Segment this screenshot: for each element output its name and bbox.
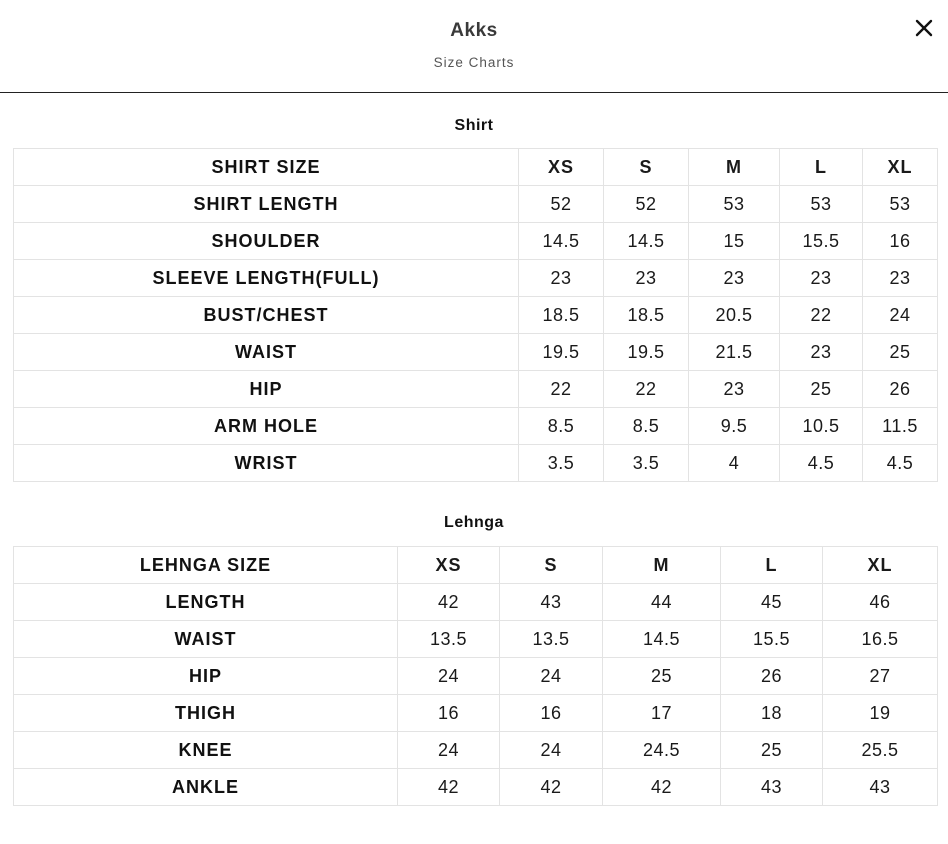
measurement-value: 17	[603, 695, 721, 732]
measurement-value: 24	[863, 297, 938, 334]
table-row	[14, 334, 938, 371]
measurement-value: 14.5	[603, 621, 721, 658]
measurement-value: 16.5	[823, 621, 938, 658]
measurement-value: 10.5	[780, 408, 863, 445]
measurement-value: 4.5	[780, 445, 863, 482]
table-row	[14, 260, 938, 297]
measurement-value: 23	[689, 260, 780, 297]
lehnga-size-table	[13, 546, 938, 806]
measurement-label: SHIRT LENGTH	[14, 186, 519, 223]
measurement-label: ARM HOLE	[14, 408, 519, 445]
measurement-value: 14.5	[519, 223, 604, 260]
measurement-value: 43	[500, 584, 603, 621]
measurement-label: WRIST	[14, 445, 519, 482]
measurement-value: 25	[863, 334, 938, 371]
size-header-label: LEHNGA SIZE	[14, 547, 398, 584]
modal-header	[0, 0, 948, 93]
measurement-value: 4.5	[863, 445, 938, 482]
measurement-value: 16	[863, 223, 938, 260]
measurement-value: 19.5	[604, 334, 689, 371]
measurement-value: 23	[780, 334, 863, 371]
brand-title: Akks	[450, 20, 498, 41]
measurement-value: 43	[823, 769, 938, 806]
size-header-label: SHIRT SIZE	[14, 149, 519, 186]
measurement-value: 26	[721, 658, 823, 695]
measurement-value: 42	[500, 769, 603, 806]
measurement-value: 3.5	[519, 445, 604, 482]
measurement-value: 42	[398, 769, 500, 806]
table-row	[14, 732, 938, 769]
measurement-value: 45	[721, 584, 823, 621]
measurement-value: 25	[780, 371, 863, 408]
measurement-label: KNEE	[14, 732, 398, 769]
measurement-value: 25	[721, 732, 823, 769]
measurement-value: 22	[780, 297, 863, 334]
measurement-value: 24	[398, 658, 500, 695]
table-row	[14, 658, 938, 695]
measurement-value: 13.5	[500, 621, 603, 658]
close-icon	[915, 19, 933, 37]
measurement-value: 16	[398, 695, 500, 732]
measurement-label: LENGTH	[14, 584, 398, 621]
size-column-header: S	[604, 149, 689, 186]
measurement-label: WAIST	[14, 334, 519, 371]
size-column-header: XL	[863, 149, 938, 186]
measurement-value: 4	[689, 445, 780, 482]
lehnga-header-row	[14, 547, 938, 584]
measurement-value: 44	[603, 584, 721, 621]
measurement-value: 23	[519, 260, 604, 297]
measurement-value: 43	[721, 769, 823, 806]
measurement-value: 46	[823, 584, 938, 621]
measurement-value: 53	[689, 186, 780, 223]
table-row	[14, 584, 938, 621]
measurement-value: 23	[604, 260, 689, 297]
measurement-value: 53	[780, 186, 863, 223]
measurement-value: 11.5	[863, 408, 938, 445]
measurement-label: SHOULDER	[14, 223, 519, 260]
measurement-value: 24	[500, 658, 603, 695]
modal-subtitle: Size Charts	[433, 55, 515, 70]
measurement-label: BUST/CHEST	[14, 297, 519, 334]
measurement-value: 24	[398, 732, 500, 769]
shirt-size-table	[13, 148, 938, 482]
size-column-header: XL	[823, 547, 938, 584]
measurement-value: 23	[780, 260, 863, 297]
measurement-value: 25.5	[823, 732, 938, 769]
measurement-value: 9.5	[689, 408, 780, 445]
table-row	[14, 297, 938, 334]
lehnga-section-title: Lehnga	[444, 514, 504, 531]
measurement-label: SLEEVE LENGTH(FULL)	[14, 260, 519, 297]
close-button[interactable]	[910, 14, 938, 42]
table-row	[14, 769, 938, 806]
size-column-header: L	[780, 149, 863, 186]
measurement-value: 15.5	[721, 621, 823, 658]
measurement-value: 13.5	[398, 621, 500, 658]
measurement-value: 18	[721, 695, 823, 732]
measurement-value: 16	[500, 695, 603, 732]
measurement-value: 22	[604, 371, 689, 408]
measurement-value: 24	[500, 732, 603, 769]
measurement-value: 20.5	[689, 297, 780, 334]
shirt-header-row	[14, 149, 938, 186]
measurement-value: 27	[823, 658, 938, 695]
measurement-label: HIP	[14, 371, 519, 408]
measurement-label: THIGH	[14, 695, 398, 732]
measurement-label: HIP	[14, 658, 398, 695]
table-row	[14, 371, 938, 408]
table-row	[14, 695, 938, 732]
measurement-value: 52	[519, 186, 604, 223]
measurement-value: 22	[519, 371, 604, 408]
size-column-header: M	[689, 149, 780, 186]
measurement-value: 23	[689, 371, 780, 408]
measurement-value: 3.5	[604, 445, 689, 482]
measurement-value: 52	[604, 186, 689, 223]
measurement-value: 26	[863, 371, 938, 408]
measurement-value: 53	[863, 186, 938, 223]
measurement-value: 25	[603, 658, 721, 695]
measurement-value: 14.5	[604, 223, 689, 260]
table-row	[14, 223, 938, 260]
measurement-value: 18.5	[519, 297, 604, 334]
measurement-value: 15	[689, 223, 780, 260]
table-row	[14, 408, 938, 445]
measurement-value: 19.5	[519, 334, 604, 371]
measurement-value: 15.5	[780, 223, 863, 260]
table-row	[14, 186, 938, 223]
measurement-value: 18.5	[604, 297, 689, 334]
size-column-header: XS	[398, 547, 500, 584]
measurement-value: 8.5	[604, 408, 689, 445]
measurement-value: 21.5	[689, 334, 780, 371]
table-row	[14, 621, 938, 658]
measurement-value: 19	[823, 695, 938, 732]
measurement-value: 23	[863, 260, 938, 297]
size-column-header: XS	[519, 149, 604, 186]
measurement-value: 42	[398, 584, 500, 621]
shirt-section-title: Shirt	[454, 117, 494, 134]
measurement-value: 8.5	[519, 408, 604, 445]
size-column-header: L	[721, 547, 823, 584]
size-column-header: S	[500, 547, 603, 584]
measurement-value: 42	[603, 769, 721, 806]
table-row	[14, 445, 938, 482]
measurement-label: WAIST	[14, 621, 398, 658]
measurement-value: 24.5	[603, 732, 721, 769]
size-column-header: M	[603, 547, 721, 584]
measurement-label: ANKLE	[14, 769, 398, 806]
